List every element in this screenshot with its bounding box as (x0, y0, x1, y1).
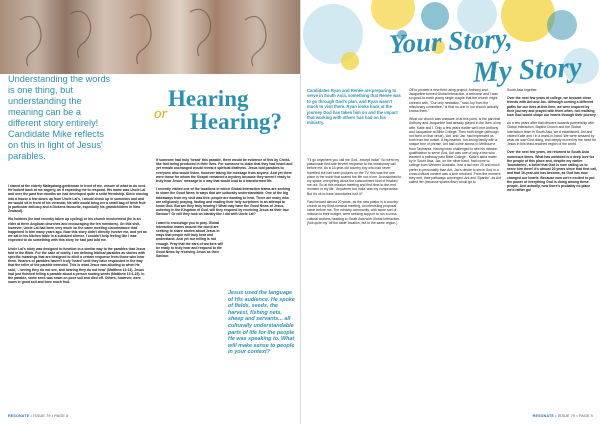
title-hearing-bottom: Hearing? (190, 109, 282, 134)
left-column-1 (8, 184, 148, 288)
right-column-1 (307, 158, 403, 229)
right-col2-para-1: Off to pioneer a new field using project, Anthony and Jacqueline formed Global Interaction, a welcome and I was so good-to-earth young single couple that the church might connect with. "Our only hesitation," said Joy from the missionary committee, "is that no-one in our church actually knows them." (409, 88, 499, 114)
right-intro: Candidates Ryan and Renée are preparing to serve in South Asia, something that Renée was to go through God's plan, and Ryan wasn't much to visit there. Ryan looks back at the journey God has taken him on and the impact that working with others has had on his ministry. (307, 88, 401, 126)
right-col3-para-4: Over the next few years, we returned to South Asia numerous times. What has unfolded is a deep love for the people of this place and, despite my earlier 'boundaries', a belief that God is now calling us to serve him there! It's almost 20 years since that first call, and that 16-year-old has become, as God has now changed our hearts. Because now we're excited to put the power of everything God is doing among these people. And actually, now there's probably no place we'd rather go! (507, 150, 597, 193)
right-footer-issue: • ISSUE 79 • PAGE 9 (553, 414, 593, 418)
right-col2-para-2: What our church was unaware of at this point, is the part that Anthony and Jacqueline had already played in the lives of my wife, Katie and I. Only a few years earlier we'd met Anthony and Jacqueline at Bible College. Their both single (although not fixed on that virtue), 'Ant' and 'Jac' had impressed us both from the outset. A big-hearted, fun-loving family with a unique turn of phrase, Ant had come across to Melbourne from Tasmania. Having been challenged to see his mission qualification to serve God, Ant was one of only a few who traveled a pathway past Bible College - Katie's alma mater by in South Asia, Jac, on the other hand, had come to college from Western Australia. Just a tad over 20 and much prefer in personality than Ant, Jac's desire to serve God in a cross-cultural context was a love resolved. From the moment they met, their pathways converged. Ant and 'Sparkle', as Ant called her (because sparks flew) would go to (409, 117, 501, 185)
left-column-2 (156, 158, 294, 262)
left-col1-para-1: I stared at the elderly Malayalang-gentleman in front of me, unsure of what to do next. He looked back at me eagerly, as if expecting me to respond. His name was Uncle Lal and over the past few months we had developed quite a solid friendship. Since moving into a house a few doors up from Uncle Lal's, I would check up in summons and and we would sit in front of his veranda; his wife would bring me a small bag of fresh fruit (a particular delicacy and a Dickens favourite, especially his grandchildren in New Zealand). (8, 184, 148, 214)
left-footer (8, 414, 68, 418)
right-col1-para-1: "I'll go anywhere you call me God...except India!" So went my passionate first-rate fervent response to the missionary call before me. As a 16-year-old country boy who had never travelled but had seen pictures on the TV, this was the one place in the world that scared the life out of me. Accustomed to my space, everything about the subcontinent kind of freaked me out. So at this mission meeting and first-time-to-the-end moment in my life, 'Anywhere but India' was my compromise. But it's ok to have boundaries isn't it? (307, 158, 402, 196)
left-footer-issue: • ISSUE 79 • PAGE 8 (29, 414, 69, 418)
title-line-1: Your Story, (388, 22, 514, 60)
right-col3-para-2: Over the next few years at college, we became close friends with Ant and Jac. Although coming a different paths for our lives at this time, we were inspired by their journey and prayed with them often, not realising how God would shape our hearts through their journey. (507, 96, 597, 118)
left-col1-para-3: Uncle Lal's story was designed to function in a similar way to the parables that Jesus told in the Bible. For the sake of clarity, I am defining biblical parables as stories with specific meanings that are designed to elicit a certain response from those who hear them. Hearers of parables haven't truly 'heard' until they have responded in the way that the teller of the parable intended. This is what Jesus was alluding to when He said, '...seeing they do not see, and hearing they do not hear' (Matthew 13:13). Jesus had just finished telling a parable about a person sowing seeds (Matthew 13:1-23). In the parable, some seed was sown on poor soil and died off. Others, however, were sown in good soil and bore much fruit. (8, 246, 146, 285)
right-page (300, 0, 600, 424)
ears-picture (0, 0, 300, 74)
left-col2-para-1: If someone had truly 'heard' this parable, there would be evidence of this by Christ-like fruit being produced in their lives. For someone to claim that they had heard and yet remain unchanged would reveal a spiritual deafness. Jesus told parables to everyone who would listen, however taking the message from anyone. And yet there were those for whom the Gospel remained a mystery because they weren't ready to truly hear Jesus' message in a way that would lead to a transformed life. (156, 158, 293, 184)
title-line-2: My Story (472, 51, 583, 89)
right-column-3 (507, 88, 597, 196)
right-col3-para-3: As a few years after that descent towards partnership with Global Interaction, Baptist Church and the Global Interaction team in South Asia, we'd established, Ant and visited Katie and I in a world-in-hand. We were amazed by what we saw God doing, and deeply moved by the need for Jesus in this least-reached region of the world. (507, 121, 597, 147)
left-intro: Understanding the words is one thing, but understanding the meaning can be a different story entirely! Candidate Mike reflects on this in light of Jesus' parables. (8, 74, 111, 161)
right-footer (533, 414, 593, 418)
left-col2-para-3: I want to encourage you to pray. Global Interaction teams around the world are seeking to share stories about Jesus in ways that people will truly hear and understand. And yet our telling is not enough. Pray that the ears of workers will be ready to truly hear and respond to the Good News by receiving Jesus as their Saviour. (156, 220, 224, 259)
left-col2-para-2: I recently visited one of the locations in which Global Interaction teams are seeking to share the Good News in ways that are culturally understandable. One of the big takeaways from my visit was this: people are wanting to hear. There are many who are religiously praying, fasting and reading their holy scriptures in an attempt to know God. But are they truly hearing? What may have the Good News of Jesus, ushering in the Kingdom of God, will they respond by receiving Jesus as their true Saviour? Or will they look on blankly like I did with Uncle Lal? (156, 187, 291, 217)
right-col3-para-1: South Asia together. (507, 88, 538, 92)
ear-image-strip (0, 0, 300, 74)
pull-quote: Jesus used the language of His audience. He spoke of fields, seeds, the harvest, fishing nets, sheep and servants... all culturally understandable parts of life for the people He was speaking to. What will make sense to people in your context? (228, 290, 295, 356)
right-col1-para-2: Fast forward almost 20 years, as the new pastor in a country church at my third-nominal meeting, an interesting proposal came before me. The ministry community, with some sort of mission in their budget, were seeking support to run a cross-cultural workers heading to South Asia with Global Interaction. (Not quite my 'off the table' location, but to the same region.) (307, 199, 401, 225)
left-footer-brand: RESONATE (8, 414, 30, 418)
right-footer-brand: RESONATE (532, 414, 554, 418)
right-column-2 (409, 88, 501, 188)
right-title (388, 22, 599, 90)
title-hearing-top: Hearing (168, 86, 249, 111)
left-title (154, 86, 300, 146)
left-col1-para-2: His hobbies (he had recently taken up cycling) or his church involvement (he is an elder at three Anglican churches and encouraging the ten members). On this visit, however, Uncle Lal had been very much on the same meeting circumstance that happened in him many years ago. Now this story didn't directly involve me, and yet as we sat in his kitchen table in a subdued silence, I couldn't help feeling like I was expected to do something with this story he had just told me. (8, 217, 147, 243)
title-or: or (154, 106, 168, 122)
